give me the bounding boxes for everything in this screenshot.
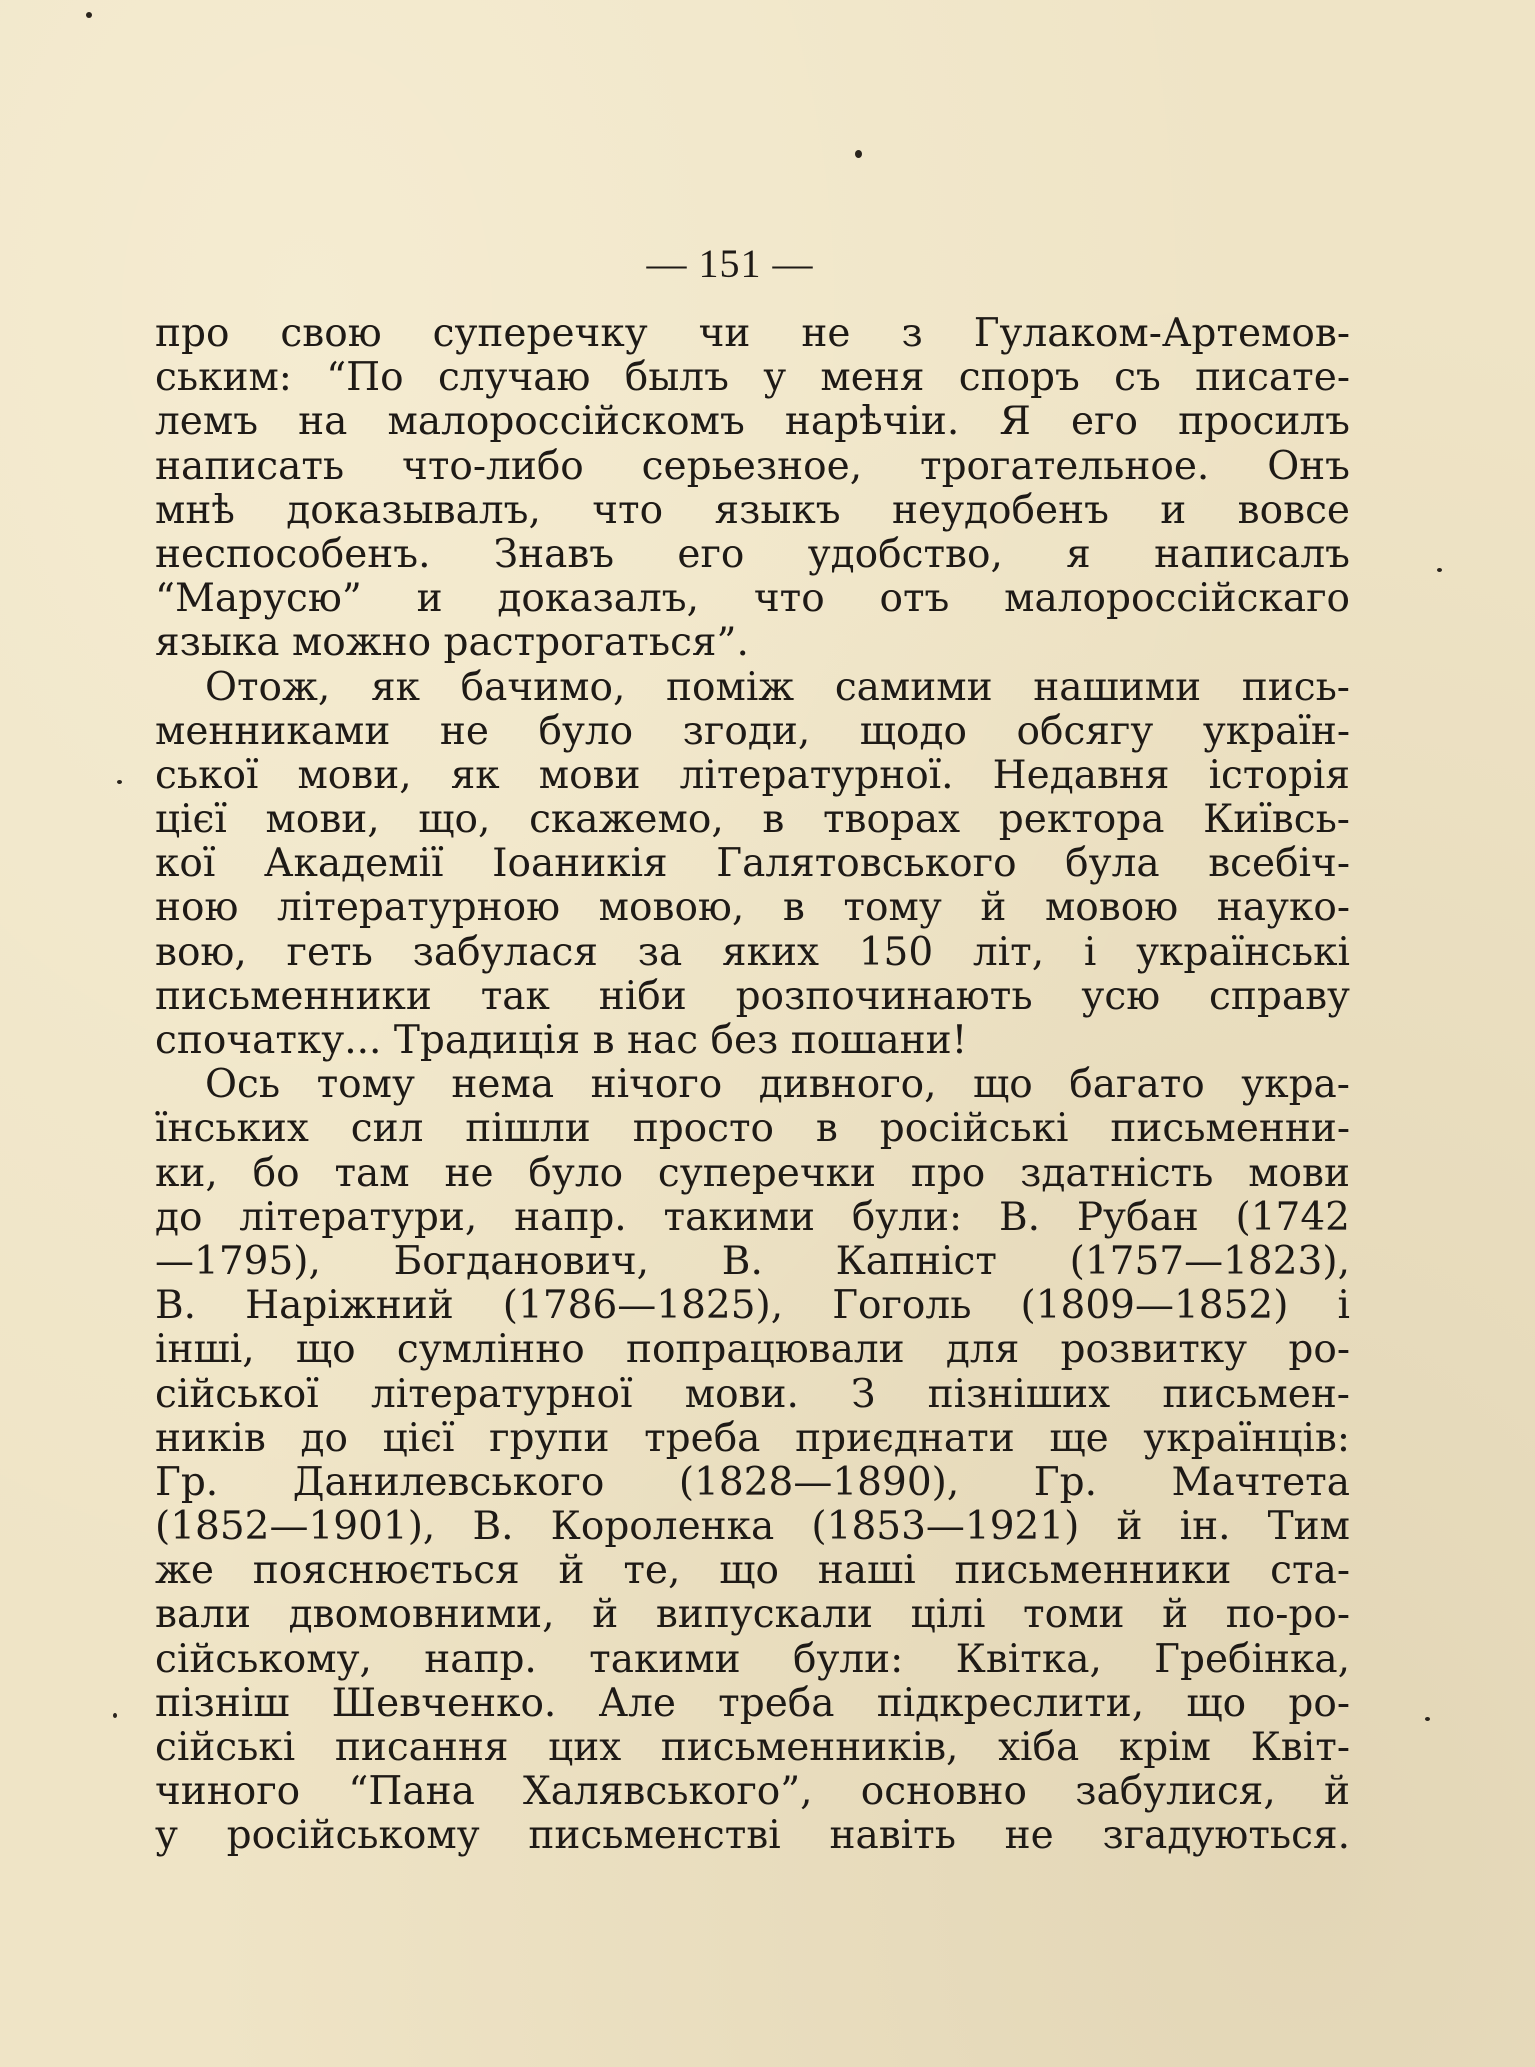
text-line: ським: “По случаю былъ у меня споръ съ писате- bbox=[155, 355, 1350, 401]
text-line: Гр. Данилевського (1828—1890), Гр. Мачтета bbox=[155, 1459, 1350, 1505]
ink-speck bbox=[117, 780, 122, 784]
ink-speck bbox=[86, 12, 92, 18]
text-line: “Марусю” и доказалъ, что отъ малороссійскаго bbox=[155, 576, 1350, 622]
page-number: — 151 — bbox=[646, 241, 814, 286]
text-line: пізніш Шевченко. Але треба підкреслити, що ро- bbox=[155, 1680, 1350, 1726]
text-line: у російському письменстві навіть не згадуються. bbox=[155, 1813, 1350, 1859]
text-line: сійські писання цих письменників, хіба крім Квіт- bbox=[155, 1725, 1350, 1770]
paragraph bbox=[155, 1063, 1350, 1858]
text-line: неспособенъ. Знавъ его удобство, я написалъ bbox=[155, 531, 1350, 577]
text-line: ки, бо там не було суперечки про здатність мови bbox=[155, 1150, 1350, 1196]
body-text bbox=[155, 312, 1350, 1859]
text-line: (1852—1901), В. Короленка (1853—1921) й ін. Тим bbox=[155, 1504, 1350, 1550]
text-line: сійському, напр. такими були: Квітка, Гребінка, bbox=[155, 1636, 1350, 1682]
text-line: написать что-либо серьезное, трогательное. Онъ bbox=[155, 443, 1350, 489]
paragraph bbox=[155, 666, 1350, 1064]
text-line: мнѣ доказывалъ, что языкъ неудобенъ и вовсе bbox=[155, 487, 1350, 533]
text-line: языка можно растрогаться”. bbox=[155, 620, 749, 666]
text-line: В. Наріжний (1786—1825), Гоголь (1809—1852) і bbox=[155, 1283, 1350, 1329]
text-line: —1795), Богданович, В. Капніст (1757—1823), bbox=[155, 1238, 1350, 1284]
paragraph bbox=[155, 312, 1350, 666]
text-line: письменники так ніби розпочинають усю справу bbox=[155, 973, 1350, 1019]
text-line: спочатку... Традиція в нас без пошани! bbox=[155, 1018, 968, 1063]
ink-speck bbox=[113, 1713, 117, 1718]
text-line: чиного “Пана Халявського”, основно забулися, й bbox=[155, 1769, 1350, 1815]
ink-speck bbox=[855, 150, 862, 158]
text-line: лемъ на малороссійскомъ нарѣчіи. Я его просилъ bbox=[155, 399, 1350, 445]
text-line: сійської літературної мови. З пізніших письмен- bbox=[155, 1371, 1350, 1417]
text-line: цієї мови, що, скажемо, в творах ректора Київсь- bbox=[155, 797, 1350, 843]
text-line: вали двомовними, й випускали цілі томи й по-ро- bbox=[155, 1592, 1350, 1638]
text-line: ників до цієї групи треба приєднати ще українців: bbox=[155, 1415, 1350, 1461]
text-line: до літератури, напр. такими були: В. Рубан (1742 bbox=[155, 1194, 1350, 1240]
text-line: Отож, як бачимо, поміж самими нашими пись- bbox=[205, 664, 1350, 710]
text-line: менниками не було згоди, щодо обсягу україн- bbox=[155, 708, 1350, 754]
text-line: вою, геть забулася за яких 150 літ, і українські bbox=[155, 929, 1350, 975]
text-line: інші, що сумлінно попрацювали для розвитку ро- bbox=[155, 1327, 1350, 1373]
text-line: їнських сил пішли просто в російські письменни- bbox=[155, 1106, 1350, 1152]
ink-speck bbox=[1425, 1717, 1430, 1721]
text-line: ною літературною мовою, в тому й мовою науко- bbox=[155, 885, 1350, 931]
text-line: кої Академії Іоаникія Галятовського була всебіч- bbox=[155, 841, 1350, 887]
text-line: же пояснюється й те, що наші письменники ста- bbox=[155, 1548, 1350, 1594]
text-line: ської мови, як мови літературної. Недавня історія bbox=[155, 752, 1350, 798]
ink-speck bbox=[1437, 568, 1442, 572]
text-line: про свою суперечку чи не з Гулаком-Артемов- bbox=[155, 311, 1350, 356]
text-line: Ось тому нема нічого дивного, що багато укра- bbox=[205, 1062, 1350, 1108]
